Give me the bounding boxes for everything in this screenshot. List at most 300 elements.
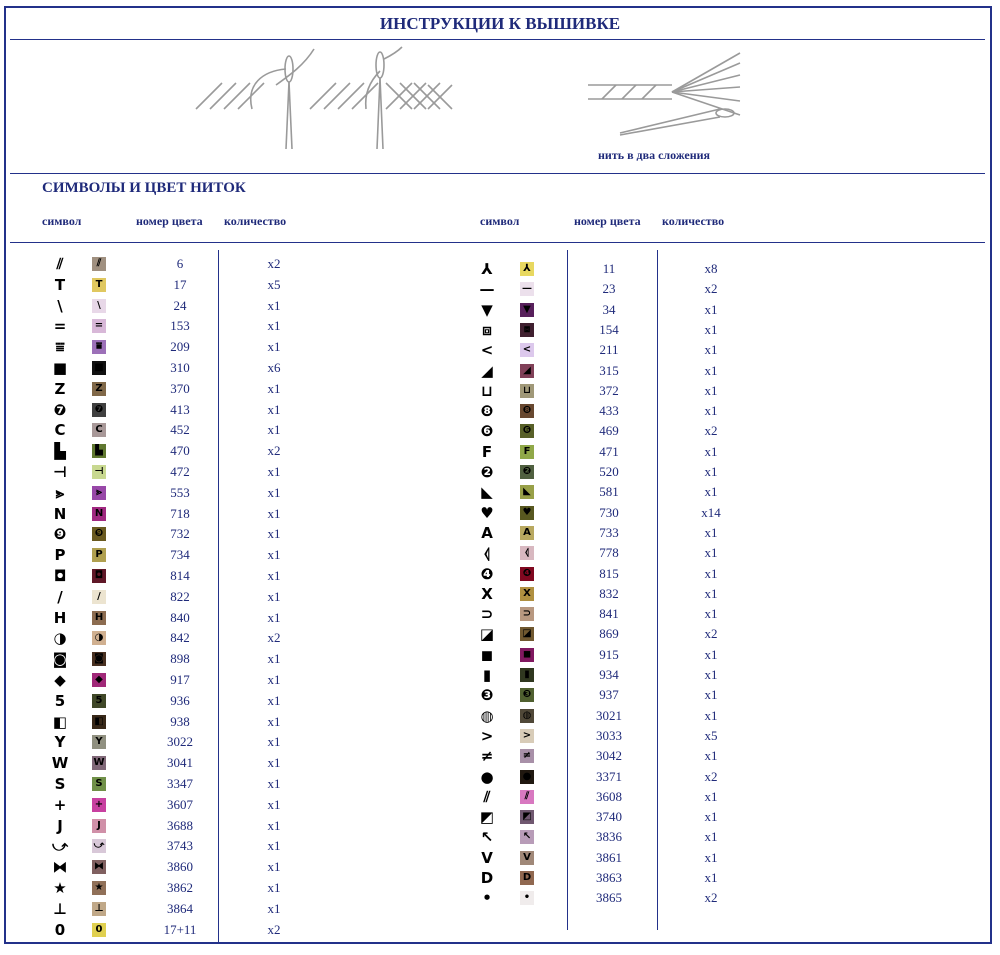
legend-row bbox=[0, 848, 1000, 868]
color-swatch: ♥ bbox=[520, 506, 534, 520]
legend-row bbox=[0, 279, 1000, 299]
quantity: x2 bbox=[267, 921, 281, 937]
color-swatch: X bbox=[520, 587, 534, 601]
symbol-glyph: ▙ bbox=[54, 442, 66, 461]
quantity: x2 bbox=[704, 768, 718, 784]
quantity: x1 bbox=[267, 547, 281, 563]
legend-row bbox=[0, 340, 1000, 360]
color-swatch: = bbox=[92, 319, 106, 333]
legend-row bbox=[0, 482, 1000, 502]
color-number: 472 bbox=[170, 464, 190, 479]
color-number: 470 bbox=[170, 443, 190, 459]
color-swatch: Z bbox=[92, 382, 106, 396]
color-swatch: P bbox=[92, 548, 106, 562]
legend-row bbox=[0, 401, 1000, 421]
color-swatch: ● bbox=[520, 770, 534, 784]
color-swatch: C bbox=[92, 423, 106, 437]
color-swatch: N bbox=[92, 507, 106, 521]
quantity: x2 bbox=[704, 423, 718, 439]
color-number: 938 bbox=[170, 713, 190, 729]
quantity: x1 bbox=[267, 339, 281, 355]
color-number: 370 bbox=[170, 380, 190, 396]
color-swatch: H bbox=[92, 611, 106, 625]
symbol-glyph: ❾ bbox=[53, 525, 67, 544]
quantity: x1 bbox=[704, 362, 718, 378]
quantity: x1 bbox=[267, 609, 281, 625]
color-swatch: ▼ bbox=[520, 303, 534, 317]
color-number: 34 bbox=[602, 301, 616, 317]
color-swatch: ◧ bbox=[92, 715, 106, 729]
stitch-illustration-left bbox=[196, 49, 314, 149]
symbol-glyph: 5 bbox=[54, 691, 66, 710]
quantity: x5 bbox=[267, 276, 281, 292]
color-number: 153 bbox=[170, 318, 190, 334]
quantity: x1 bbox=[704, 870, 718, 885]
color-swatch: ◑ bbox=[92, 631, 106, 645]
quantity: x1 bbox=[267, 568, 281, 583]
color-swatch: ❷ bbox=[520, 465, 534, 479]
symbol-glyph: ▮ bbox=[482, 666, 492, 684]
quantity: x1 bbox=[704, 301, 718, 317]
quantity: x2 bbox=[267, 630, 281, 646]
color-number: 469 bbox=[599, 423, 619, 439]
quantity: x1 bbox=[704, 788, 718, 804]
quantity: x2 bbox=[704, 890, 718, 906]
section-title: СИМВОЛЫ И ЦВЕТ НИТОК bbox=[42, 180, 246, 196]
quantity: x1 bbox=[267, 776, 281, 791]
color-number: 841 bbox=[599, 606, 619, 622]
quantity: x1 bbox=[267, 859, 281, 875]
color-number: 3021 bbox=[596, 707, 622, 723]
color-swatch: ◙ bbox=[92, 652, 106, 666]
symbol-glyph: ❸ bbox=[480, 686, 494, 705]
color-swatch: ◣ bbox=[520, 485, 534, 499]
color-swatch: ❸ bbox=[520, 688, 534, 702]
color-number: 869 bbox=[599, 626, 619, 642]
quantity: x1 bbox=[267, 713, 281, 729]
symbol-glyph: ⧈ bbox=[482, 320, 492, 339]
quantity: x2 bbox=[267, 256, 281, 271]
symbol-glyph: ⩸ bbox=[55, 338, 65, 357]
legend-row bbox=[0, 706, 1000, 726]
quantity: x1 bbox=[704, 687, 718, 703]
symbol-glyph: T bbox=[54, 275, 66, 294]
color-swatch: — bbox=[522, 283, 532, 295]
color-swatch: ⧓ bbox=[94, 861, 104, 873]
color-number: 898 bbox=[170, 651, 190, 667]
symbol-glyph: \ bbox=[57, 296, 63, 315]
color-number: 840 bbox=[170, 609, 190, 625]
color-swatch: ◘ bbox=[92, 569, 106, 583]
color-number: 11 bbox=[602, 261, 616, 276]
color-number: 520 bbox=[599, 464, 619, 479]
quantity: x1 bbox=[704, 403, 718, 419]
legend-row bbox=[0, 645, 1000, 665]
quantity: x1 bbox=[704, 849, 718, 865]
color-number: 3607 bbox=[167, 796, 193, 812]
color-number: 842 bbox=[170, 630, 190, 646]
color-swatch: ❾ bbox=[92, 527, 106, 541]
color-swatch: ≠ bbox=[520, 749, 534, 763]
symbol-glyph: < bbox=[480, 341, 494, 360]
symbol-glyph: — bbox=[479, 280, 495, 299]
color-number: 3688 bbox=[167, 817, 193, 833]
color-swatch: ⊥ bbox=[92, 902, 106, 916]
color-swatch: ❹ bbox=[520, 567, 534, 581]
quantity: x1 bbox=[704, 809, 718, 825]
quantity: x1 bbox=[267, 526, 281, 542]
legend-row bbox=[0, 442, 1000, 462]
symbol-glyph: ⪢ bbox=[55, 483, 65, 502]
color-swatch: ▮ bbox=[520, 668, 534, 682]
quantity: x14 bbox=[701, 504, 721, 520]
color-swatch: < bbox=[520, 343, 534, 357]
color-number: 778 bbox=[599, 545, 619, 561]
symbol-glyph: ◑ bbox=[53, 629, 67, 648]
color-swatch: ⊣ bbox=[92, 465, 106, 479]
legend-row bbox=[0, 421, 1000, 441]
color-swatch: ❽ bbox=[520, 404, 534, 418]
color-number: 3864 bbox=[167, 900, 193, 916]
quantity: x1 bbox=[267, 838, 281, 854]
symbol-glyph: ⊃ bbox=[480, 605, 494, 624]
color-number: 3041 bbox=[167, 755, 193, 771]
color-swatch: ⅄ bbox=[520, 262, 534, 276]
quantity: x2 bbox=[704, 281, 718, 297]
color-swatch: ◍ bbox=[520, 709, 534, 723]
symbol-glyph: V bbox=[481, 848, 493, 867]
header-color-number-left: номер цвета bbox=[136, 214, 203, 228]
legend-row bbox=[0, 920, 1000, 940]
color-number: 17+11 bbox=[163, 921, 197, 937]
header-quantity-left: количество bbox=[224, 214, 287, 228]
stitch-illustration-middle bbox=[310, 47, 452, 149]
symbol-glyph: ⧓ bbox=[52, 858, 68, 877]
quantity: x1 bbox=[704, 646, 718, 662]
color-number: 315 bbox=[599, 362, 619, 378]
symbol-glyph: X bbox=[481, 584, 493, 603]
color-number: 24 bbox=[173, 297, 187, 313]
color-number: 3863 bbox=[596, 870, 622, 885]
quantity: x1 bbox=[267, 755, 281, 771]
color-number: 915 bbox=[599, 646, 619, 662]
quantity: x1 bbox=[267, 796, 281, 812]
symbol-glyph: = bbox=[53, 317, 67, 336]
symbol-glyph: D bbox=[480, 869, 494, 887]
symbol-glyph: ● bbox=[480, 767, 494, 786]
color-number: 17 bbox=[173, 276, 187, 292]
symbol-glyph: ▼ bbox=[481, 300, 493, 319]
color-number: 3743 bbox=[167, 838, 193, 854]
symbol-glyph: ◍ bbox=[480, 706, 494, 725]
quantity: x1 bbox=[267, 318, 281, 334]
quantity: x1 bbox=[704, 707, 718, 723]
quantity: x1 bbox=[267, 880, 281, 895]
legend-row bbox=[0, 767, 1000, 787]
color-number: 452 bbox=[170, 422, 190, 438]
symbol-glyph: C bbox=[54, 421, 66, 440]
symbol-glyph: ★ bbox=[53, 879, 67, 897]
color-swatch: ◢ bbox=[520, 364, 534, 378]
symbol-glyph: ❷ bbox=[480, 463, 494, 481]
legend-row bbox=[0, 685, 1000, 705]
quantity: x1 bbox=[267, 672, 281, 687]
title-divider bbox=[10, 39, 985, 40]
legend-row bbox=[0, 503, 1000, 523]
symbol-glyph: N bbox=[53, 504, 67, 523]
quantity: x1 bbox=[704, 545, 718, 561]
color-number: 934 bbox=[599, 667, 619, 682]
color-number: 3861 bbox=[596, 849, 622, 865]
quantity: x2 bbox=[704, 626, 718, 642]
symbol-glyph: ◙ bbox=[52, 650, 68, 669]
page-title: ИНСТРУКЦИИ К ВЫШИВКЕ bbox=[379, 14, 621, 33]
quantity: x1 bbox=[267, 734, 281, 750]
symbol-glyph: ↖ bbox=[480, 828, 494, 847]
color-number: 734 bbox=[170, 547, 190, 563]
color-swatch: ⩸ bbox=[92, 340, 106, 354]
color-swatch: • bbox=[520, 891, 534, 905]
symbol-glyph: ⤻ bbox=[51, 837, 69, 856]
symbol-glyph: ❹ bbox=[480, 564, 494, 583]
quantity: x6 bbox=[267, 360, 281, 375]
quantity: x1 bbox=[704, 464, 718, 479]
quantity: x1 bbox=[704, 484, 718, 500]
double-thread-caption: нить в два сложения bbox=[598, 148, 711, 162]
color-swatch: ■ bbox=[92, 361, 106, 375]
symbol-glyph: ■ bbox=[52, 359, 68, 377]
legend-row bbox=[0, 827, 1000, 847]
symbol-glyph: W bbox=[51, 754, 69, 773]
symbol-glyph: ❼ bbox=[53, 400, 67, 419]
color-number: 937 bbox=[599, 687, 619, 703]
symbol-glyph: ❻ bbox=[480, 422, 494, 441]
header-symbol-left: символ bbox=[42, 214, 82, 228]
color-number: 814 bbox=[170, 568, 190, 583]
quantity: x1 bbox=[704, 443, 718, 459]
symbol-glyph: H bbox=[53, 608, 67, 627]
legend-row bbox=[0, 381, 1000, 401]
stitch-diagram bbox=[180, 45, 760, 155]
color-swatch: T bbox=[92, 278, 106, 292]
color-number: 471 bbox=[599, 443, 619, 459]
color-number: 815 bbox=[599, 565, 619, 581]
legend-row bbox=[0, 564, 1000, 584]
color-number: 730 bbox=[599, 504, 619, 520]
color-swatch: ⊃ bbox=[520, 607, 534, 621]
color-swatch: ⤻ bbox=[93, 840, 105, 852]
symbol-glyph: ⦉ bbox=[484, 544, 490, 563]
color-number: 310 bbox=[170, 360, 190, 375]
color-number: 3033 bbox=[596, 727, 622, 743]
color-number: 917 bbox=[170, 672, 190, 687]
legend-row bbox=[0, 300, 1000, 320]
quantity: x1 bbox=[267, 380, 281, 396]
symbol-glyph: ◩ bbox=[479, 808, 495, 827]
symbol-glyph: ◧ bbox=[52, 712, 68, 731]
legend-row bbox=[0, 320, 1000, 340]
color-swatch: + bbox=[92, 798, 106, 812]
color-swatch: 0 bbox=[92, 923, 106, 937]
section-divider-top bbox=[10, 173, 985, 174]
symbol-glyph: ◼ bbox=[480, 645, 494, 664]
quantity: x1 bbox=[267, 297, 281, 313]
color-number: 3865 bbox=[596, 890, 622, 906]
color-swatch: S bbox=[92, 777, 106, 791]
symbol-glyph: + bbox=[53, 795, 67, 814]
symbol-glyph: > bbox=[480, 726, 494, 745]
color-swatch: 5 bbox=[92, 694, 106, 708]
quantity: x1 bbox=[267, 422, 281, 438]
quantity: x1 bbox=[704, 565, 718, 581]
quantity: x1 bbox=[267, 484, 281, 500]
quantity: x1 bbox=[704, 382, 718, 398]
quantity: x1 bbox=[267, 464, 281, 479]
symbol-glyph: ♥ bbox=[480, 503, 494, 522]
legend-row bbox=[0, 726, 1000, 746]
legend-row bbox=[0, 604, 1000, 624]
legend-row bbox=[0, 868, 1000, 888]
header-color-number-right: номер цвета bbox=[574, 214, 641, 228]
color-swatch: A bbox=[520, 526, 534, 540]
color-swatch: ⫽ bbox=[520, 790, 534, 804]
double-thread-illustration bbox=[588, 53, 740, 135]
symbol-glyph: ◢ bbox=[481, 361, 493, 380]
quantity: x2 bbox=[267, 443, 281, 459]
quantity: x1 bbox=[704, 342, 718, 358]
color-swatch: ⊔ bbox=[520, 384, 534, 398]
color-number: 6 bbox=[176, 256, 184, 271]
color-number: 822 bbox=[170, 588, 190, 604]
quantity: x1 bbox=[704, 321, 718, 337]
symbol-glyph: • bbox=[482, 889, 492, 908]
color-swatch: ◆ bbox=[92, 673, 106, 687]
color-number: 211 bbox=[599, 342, 619, 358]
symbol-glyph: S bbox=[54, 775, 66, 793]
quantity: x8 bbox=[704, 261, 718, 276]
color-number: 154 bbox=[599, 321, 619, 337]
color-number: 209 bbox=[170, 339, 190, 355]
symbol-glyph: ⫽ bbox=[56, 255, 64, 273]
symbol-glyph: ⫽ bbox=[483, 787, 491, 806]
color-number: 732 bbox=[170, 526, 190, 542]
color-number: 3042 bbox=[596, 748, 622, 764]
color-number: 3740 bbox=[596, 809, 622, 825]
color-number: 936 bbox=[170, 692, 190, 708]
quantity: x1 bbox=[704, 748, 718, 764]
symbol-glyph: / bbox=[57, 587, 63, 606]
color-number: 718 bbox=[170, 505, 190, 521]
color-swatch: ◪ bbox=[520, 627, 534, 641]
symbol-glyph: J bbox=[57, 816, 63, 835]
quantity: x1 bbox=[267, 900, 281, 916]
legend-row bbox=[0, 746, 1000, 766]
quantity: x5 bbox=[704, 727, 718, 743]
symbol-glyph: A bbox=[481, 523, 493, 542]
color-swatch: F bbox=[520, 445, 534, 459]
color-number: 3862 bbox=[167, 880, 193, 895]
quantity: x1 bbox=[267, 505, 281, 521]
color-swatch: V bbox=[520, 851, 534, 865]
color-number: 3836 bbox=[596, 829, 622, 845]
color-swatch: ⦉ bbox=[520, 546, 534, 560]
color-swatch: ❼ bbox=[92, 403, 106, 417]
legend-row bbox=[0, 462, 1000, 482]
legend-row bbox=[0, 523, 1000, 543]
quantity: x1 bbox=[267, 692, 281, 708]
symbol-glyph: ⊣ bbox=[53, 463, 67, 481]
legend-row bbox=[0, 888, 1000, 908]
quantity: x1 bbox=[704, 606, 718, 622]
color-swatch: / bbox=[92, 590, 106, 604]
symbol-glyph: ◘ bbox=[53, 567, 67, 585]
legend-row bbox=[0, 624, 1000, 644]
color-number: 372 bbox=[599, 382, 619, 398]
color-swatch: ▙ bbox=[92, 444, 106, 458]
color-number: 3022 bbox=[167, 734, 193, 750]
color-number: 733 bbox=[599, 524, 619, 540]
color-swatch: ★ bbox=[92, 881, 106, 895]
symbol-glyph: F bbox=[481, 442, 493, 461]
color-swatch: > bbox=[520, 729, 534, 743]
color-swatch: ❻ bbox=[520, 424, 534, 438]
color-number: 581 bbox=[599, 484, 619, 500]
symbol-glyph: ◆ bbox=[54, 671, 66, 689]
quantity: x1 bbox=[704, 524, 718, 540]
quantity: x1 bbox=[704, 585, 718, 601]
quantity: x1 bbox=[267, 817, 281, 833]
quantity: x1 bbox=[704, 829, 718, 845]
quantity: x1 bbox=[704, 667, 718, 682]
symbol-glyph: ≠ bbox=[480, 747, 494, 766]
color-swatch: ⪢ bbox=[92, 486, 106, 500]
symbol-glyph: P bbox=[54, 546, 66, 565]
legend-row bbox=[0, 543, 1000, 563]
symbol-glyph: 0 bbox=[54, 920, 66, 939]
color-number: 553 bbox=[170, 484, 190, 500]
legend-row bbox=[0, 259, 1000, 279]
color-swatch: ◼ bbox=[520, 648, 534, 662]
header-quantity-right: количество bbox=[662, 214, 725, 228]
symbol-glyph: ◪ bbox=[479, 625, 495, 644]
color-swatch: W bbox=[93, 757, 105, 769]
color-number: 3347 bbox=[167, 776, 193, 791]
symbol-glyph: ⊥ bbox=[53, 899, 67, 918]
legend-row bbox=[0, 807, 1000, 827]
color-swatch: J bbox=[92, 819, 106, 833]
color-number: 433 bbox=[599, 403, 619, 419]
color-number: 413 bbox=[170, 401, 190, 417]
quantity: x1 bbox=[267, 588, 281, 604]
symbol-glyph: ❽ bbox=[480, 402, 494, 421]
color-number: 3860 bbox=[167, 859, 193, 875]
symbol-glyph: Y bbox=[54, 733, 66, 752]
quantity: x1 bbox=[267, 401, 281, 417]
legend-row bbox=[0, 787, 1000, 807]
header-divider bbox=[10, 242, 985, 243]
legend-row bbox=[0, 361, 1000, 381]
symbol-glyph: ⊔ bbox=[481, 381, 493, 400]
color-number: 3608 bbox=[596, 788, 622, 804]
color-swatch: ↖ bbox=[520, 830, 534, 844]
symbol-glyph: ◣ bbox=[481, 483, 493, 502]
color-swatch: \ bbox=[92, 299, 106, 313]
quantity: x1 bbox=[267, 651, 281, 667]
symbol-glyph: ⅄ bbox=[481, 260, 493, 278]
color-number: 23 bbox=[602, 281, 616, 297]
legend-row bbox=[0, 665, 1000, 685]
color-number: 832 bbox=[599, 585, 619, 601]
